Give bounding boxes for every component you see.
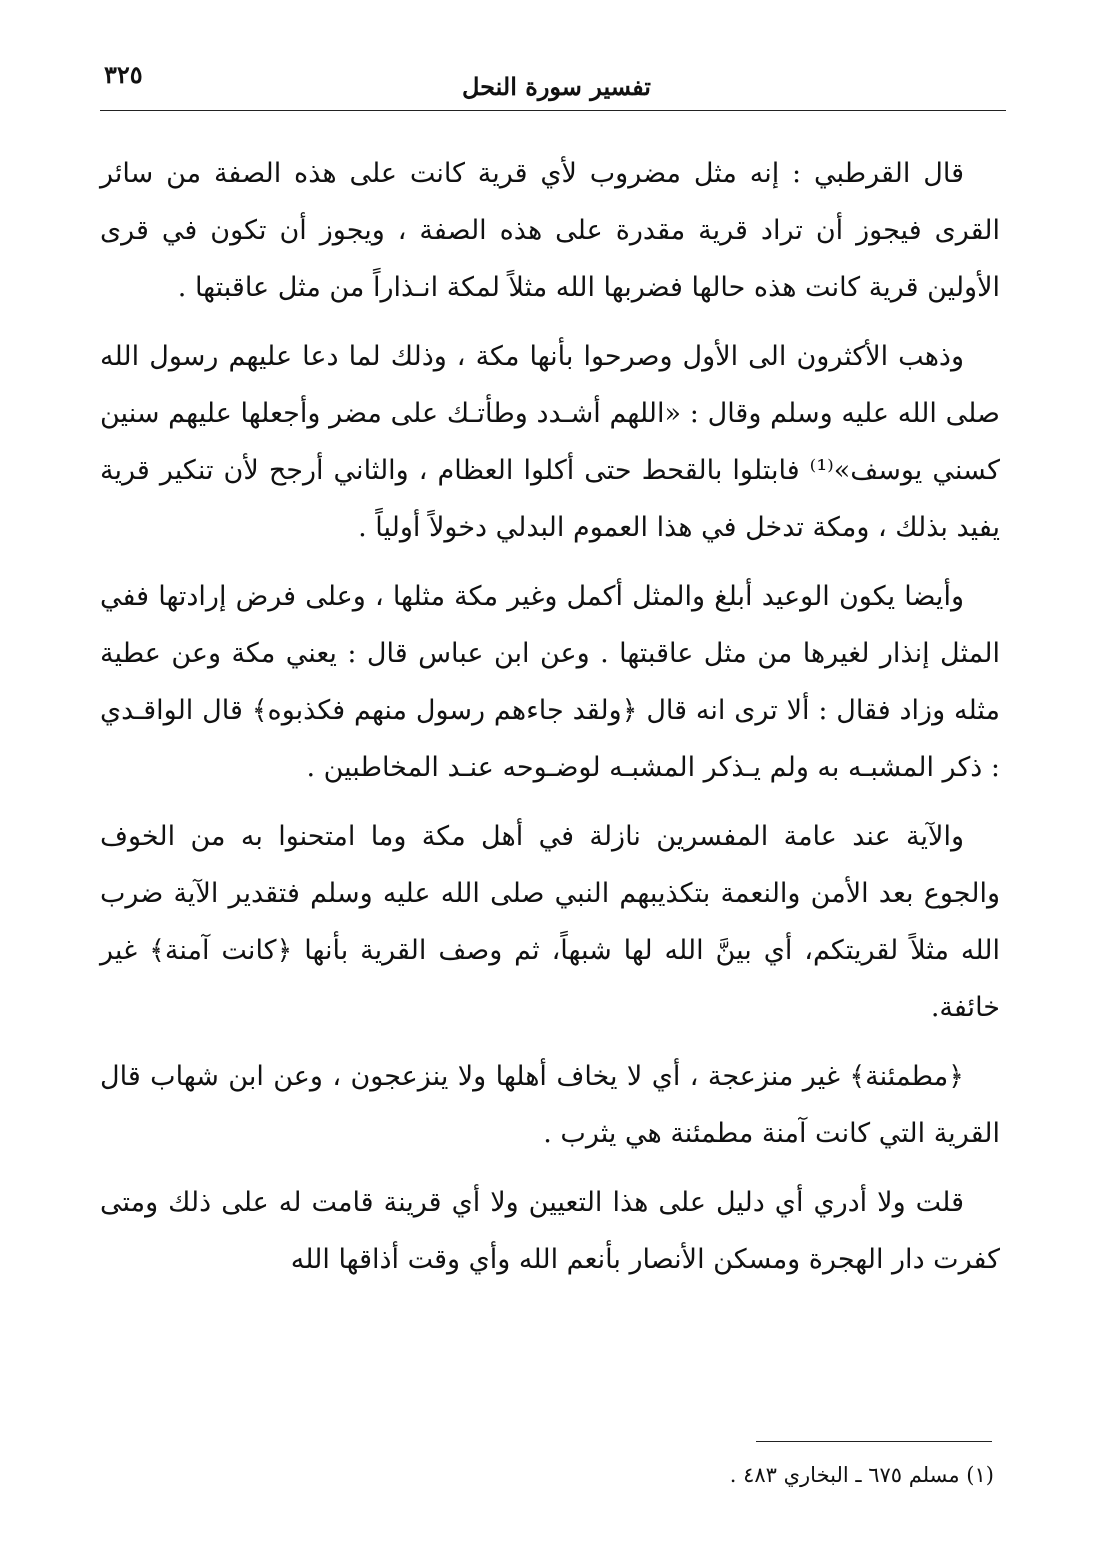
page-header bbox=[100, 60, 1006, 106]
paragraph: قال القرطبي : إنه مثل مضروب لأي قرية كانت على هذه الصفة من سائر القرى فيجوز أن تراد قرية مقدرة على هذه الصفة ، ويجوز أن تكون في قرى الأولين قرية كانت هذه حالها فضربها الله مثلاً لمكة انـذاراً من مثل عاقبتها . bbox=[100, 158, 1000, 303]
paragraph: وذهب الأكثرون الى الأول وصرحوا بأنها مكة ، وذلك لما دعا عليهم رسول الله صلى الله عليه وسلم وقال : «اللهم أشـدد وطأتـك على مضر وأجعلها عليهم سنين كسني يوسف»⁽¹⁾ فابتلوا بالقحط حتى أكلوا العظام ، والثاني أرجح لأن تنكير قرية يفيد بذلك ، ومكة تدخل في هذا العموم البدلي دخولاً أولياً . bbox=[100, 341, 1000, 543]
footnote: (١) مسلم ٦٧٥ ـ البخاري ٤٨٣ . bbox=[729, 1463, 994, 1487]
paragraph: ﴿مطمئنة﴾ غير منزعجة ، أي لا يخاف أهلها ولا ينزعجون ، وعن ابن شهاب قال القرية التي كانت آمنة مطمئنة هي يثرب . bbox=[100, 1061, 1000, 1149]
page-number: ٣٢٥ bbox=[104, 60, 143, 89]
paragraph: وأيضا يكون الوعيد أبلغ والمثل أكمل وغير مكة مثلها ، وعلى فرض إرادتها ففي المثل إنذار لغيرها من مثل عاقبتها . وعن ابن عباس قال : يعني مكة وعن عطية مثله وزاد فقال : ألا ترى انه قال ﴿ولقد جاءهم رسول منهم فكذبوه﴾ قال الواقـدي : ذكر المشبـه به ولم يـذكر المشبـه لوضـوحه عنـد المخاطبين . bbox=[100, 581, 1000, 783]
footnote-divider bbox=[756, 1441, 992, 1442]
paragraph: قلت ولا أدري أي دليل على هذا التعيين ولا أي قرينة قامت له على ذلك ومتى كفرت دار الهجرة ومسكن الأنصار بأنعم الله وأي وقت أذاقها الله bbox=[100, 1187, 1000, 1275]
running-title: تفسير سورة النحل bbox=[462, 72, 651, 101]
header-divider bbox=[100, 110, 1006, 111]
body-text bbox=[100, 145, 1000, 1300]
paragraph: والآية عند عامة المفسرين نازلة في أهل مكة وما امتحنوا به من الخوف والجوع بعد الأمن والنعمة بتكذيبهم النبي صلى الله عليه وسلم فتقدير الآية ضرب الله مثلاً لقريتكم، أي بينَّ الله لها شبهاً، ثم وصف القرية بأنها ﴿كانت آمنة﴾ غير خائفة. bbox=[100, 821, 1000, 1023]
